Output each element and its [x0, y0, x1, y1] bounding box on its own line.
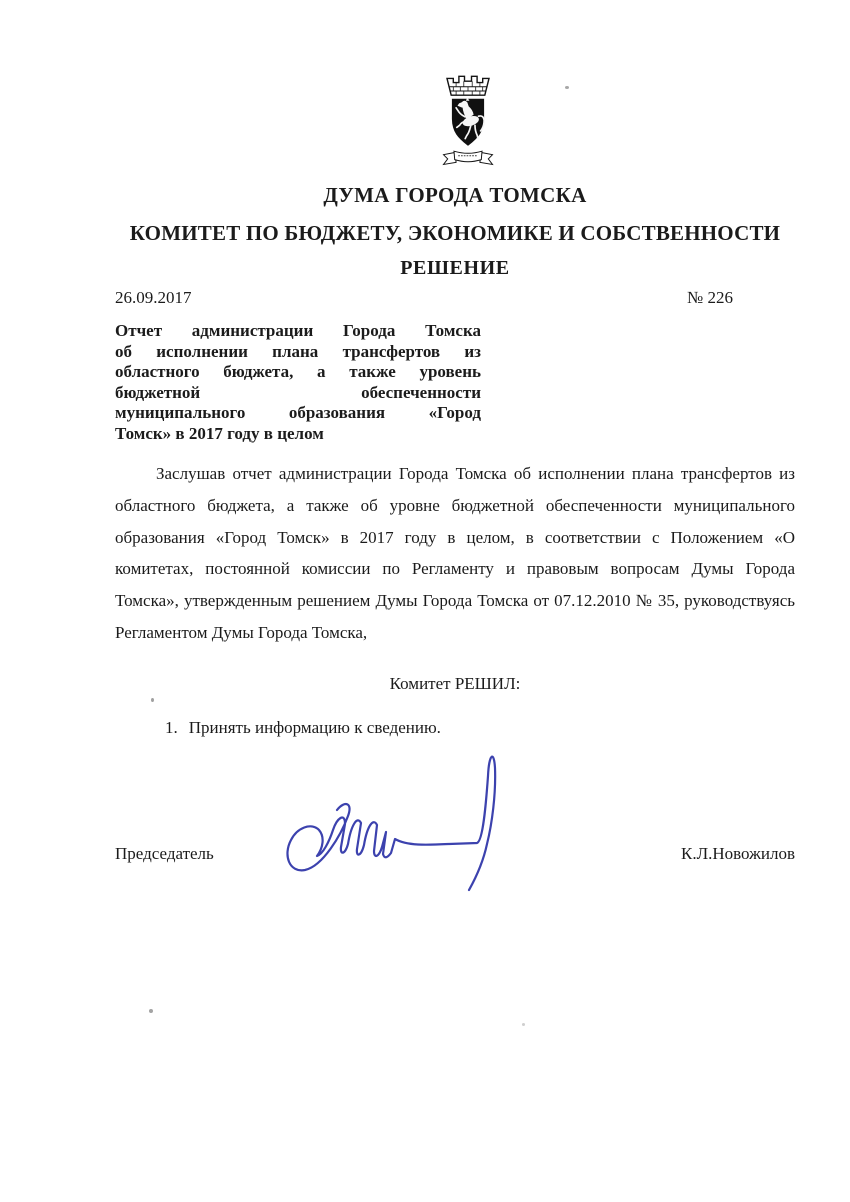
subject-line: муниципального образования «Город [115, 403, 481, 422]
body-line: Заслушав отчет администрации Города Томска об исполнении плана трансфертов из [156, 464, 795, 483]
organization-title: ДУМА ГОРОДА ТОМСКА [323, 183, 587, 207]
body-line: комитетах, постоянной комиссии по Регламенту и правовым вопросам Думы Города [115, 559, 795, 579]
resolution-item [165, 717, 795, 739]
motto-ribbon-icon [444, 151, 493, 164]
tomsk-coat-of-arms-icon [433, 70, 503, 168]
body-paragraph [115, 458, 795, 649]
scan-speck [522, 1023, 525, 1026]
subject-line: бюджетной обеспеченности [115, 382, 481, 402]
subject-block [115, 321, 481, 444]
signer-name: К.Л.Новожилов [681, 843, 795, 863]
resolution-heading: Комитет РЕШИЛ: [389, 673, 521, 693]
document-date: 26.09.2017 [115, 288, 192, 307]
document-type-title: РЕШЕНИЕ [400, 257, 510, 279]
date-number-row [115, 287, 795, 309]
scan-speck [151, 698, 154, 702]
subject-line: Отчет администрации Города Томска [115, 321, 481, 340]
committee-title: КОМИТЕТ ПО БЮДЖЕТУ, ЭКОНОМИКЕ И СОБСТВЕННОСТИ [129, 221, 781, 245]
scan-speck [149, 1009, 153, 1013]
handwritten-signature-icon [275, 742, 515, 897]
body-line: образования «Город Томск» в 2017 году в целом, в соответствии с Положением «О [115, 527, 795, 547]
body-line: Регламентом Думы Города Томска, [115, 622, 368, 642]
signer-title: Председатель [115, 843, 214, 863]
subject-line: об исполнении плана трансфертов из [115, 341, 481, 361]
document-number: № 226 [687, 288, 733, 307]
resolution-item-text: Принять информацию к сведению. [188, 717, 441, 737]
body-line: областного бюджета, а также об уровне бюджетной обеспеченности муниципального [115, 495, 795, 515]
resolution-item-number: 1. [165, 717, 178, 737]
mural-crown-icon [447, 76, 489, 95]
subject-line: Томск» в 2017 году в целом [115, 423, 324, 443]
body-line: Томска», утвержденным решением Думы Города Томска от 07.12.2010 № 35, руководствуясь [115, 591, 795, 611]
subject-line: областного бюджета, а также уровень [115, 362, 481, 381]
scan-speck [565, 86, 569, 89]
